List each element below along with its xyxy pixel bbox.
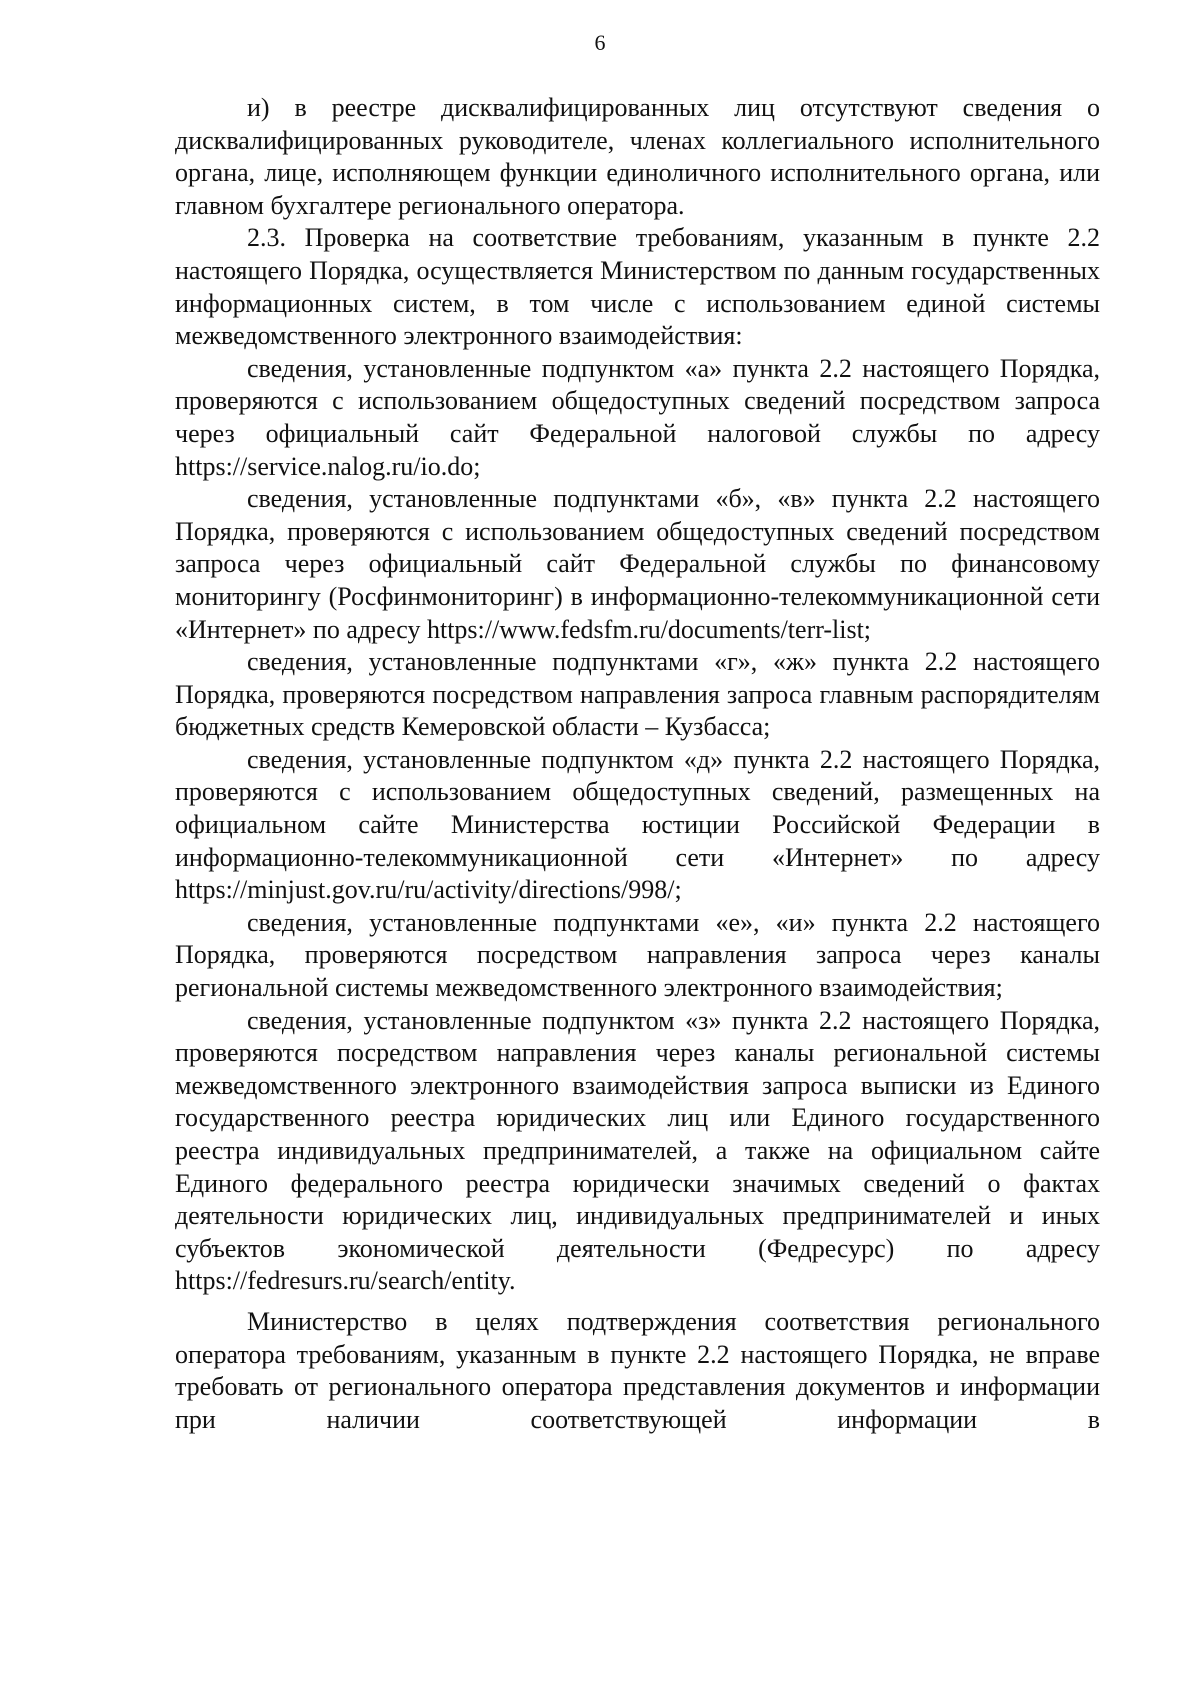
paragraph-disqualified-registry: и) в реестре дисквалифицированных лиц отсутствуют сведения о дисквалифицированных руководителе, членах коллегиального исполнительного органа, лице, исполняющем функции единоличного исполнительного органа, или главном бухгалтере регионального оператора. xyxy=(175,93,1100,220)
paragraph-check-g-zh: сведения, установленные подпунктами «г», «ж» пункта 2.2 настоящего Порядка, проверяются посредством направления запроса главным распорядителям бюджетных средств Кемеровской области – Кузбасса; xyxy=(175,647,1100,742)
paragraph-2-3: 2.3. Проверка на соответствие требованиям, указанным в пункте 2.2 настоящего Порядка, осуществляется Министерством по данным государственных информационных систем, в том числе с использованием единой системы межведомственного электронного взаимодействия: xyxy=(175,223,1100,351)
document-body xyxy=(175,92,1100,1436)
paragraph-ministry: Министерство в целях подтверждения соответствия регионального оператора требованиям, указанным в пункте 2.2 настоящего Порядка, не вправе требовать от регионального оператора представления документов и информации при наличии соответствующей информации в xyxy=(175,1306,1100,1434)
paragraph-check-d: сведения, установленные подпунктом «д» пункта 2.2 настоящего Порядка, проверяются с использованием общедоступных сведений, размещенных на официальном сайте Министерства юстиции Российской Федерации в информационно-телекоммуникационной сети «Интернет» по адресу https://minjust.gov.ru/ru/activity/directions/998/; xyxy=(175,744,1100,905)
paragraph-check-a: сведения, установленные подпунктом «а» пункта 2.2 настоящего Порядка, проверяются с использованием общедоступных сведений посредством запроса через официальный сайт Федеральной налоговой службы по адресу https://service.nalog.ru/io.do; xyxy=(175,353,1100,481)
paragraph-check-e-i: сведения, установленные подпунктами «е», «и» пункта 2.2 настоящего Порядка, проверяются посредством направления запроса через каналы региональной системы межведомственного электронного взаимодействия; xyxy=(175,907,1100,1003)
paragraph-check-b-v: сведения, установленные подпунктами «б», «в» пункта 2.2 настоящего Порядка, проверяются с использованием общедоступных сведений посредством запроса через официальный сайт Федеральной службы по финансовому мониторингу (Росфинмониторинг) в информационно-телекоммуникационной сети «Интернет» по адресу https://www.fedsfm.ru/documents/terr-list; xyxy=(175,484,1100,644)
page-number: 6 xyxy=(594,30,606,55)
paragraph-check-z: сведения, установленные подпунктом «з» пункта 2.2 настоящего Порядка, проверяются посредством направления через каналы региональной системы межведомственного электронного взаимодействия запроса выписки из Единого государственного реестра юридических лиц или Единого государственного реестра индивидуальных предпринимателей, а также на официальном сайте Единого федерального реестра юридически значимых сведений о фактах деятельности юридических лиц, индивидуальных предпринимателей и иных субъектов экономической деятельности (Федресурс) по адресу https://fedresurs.ru/search/entity. xyxy=(175,1005,1100,1296)
